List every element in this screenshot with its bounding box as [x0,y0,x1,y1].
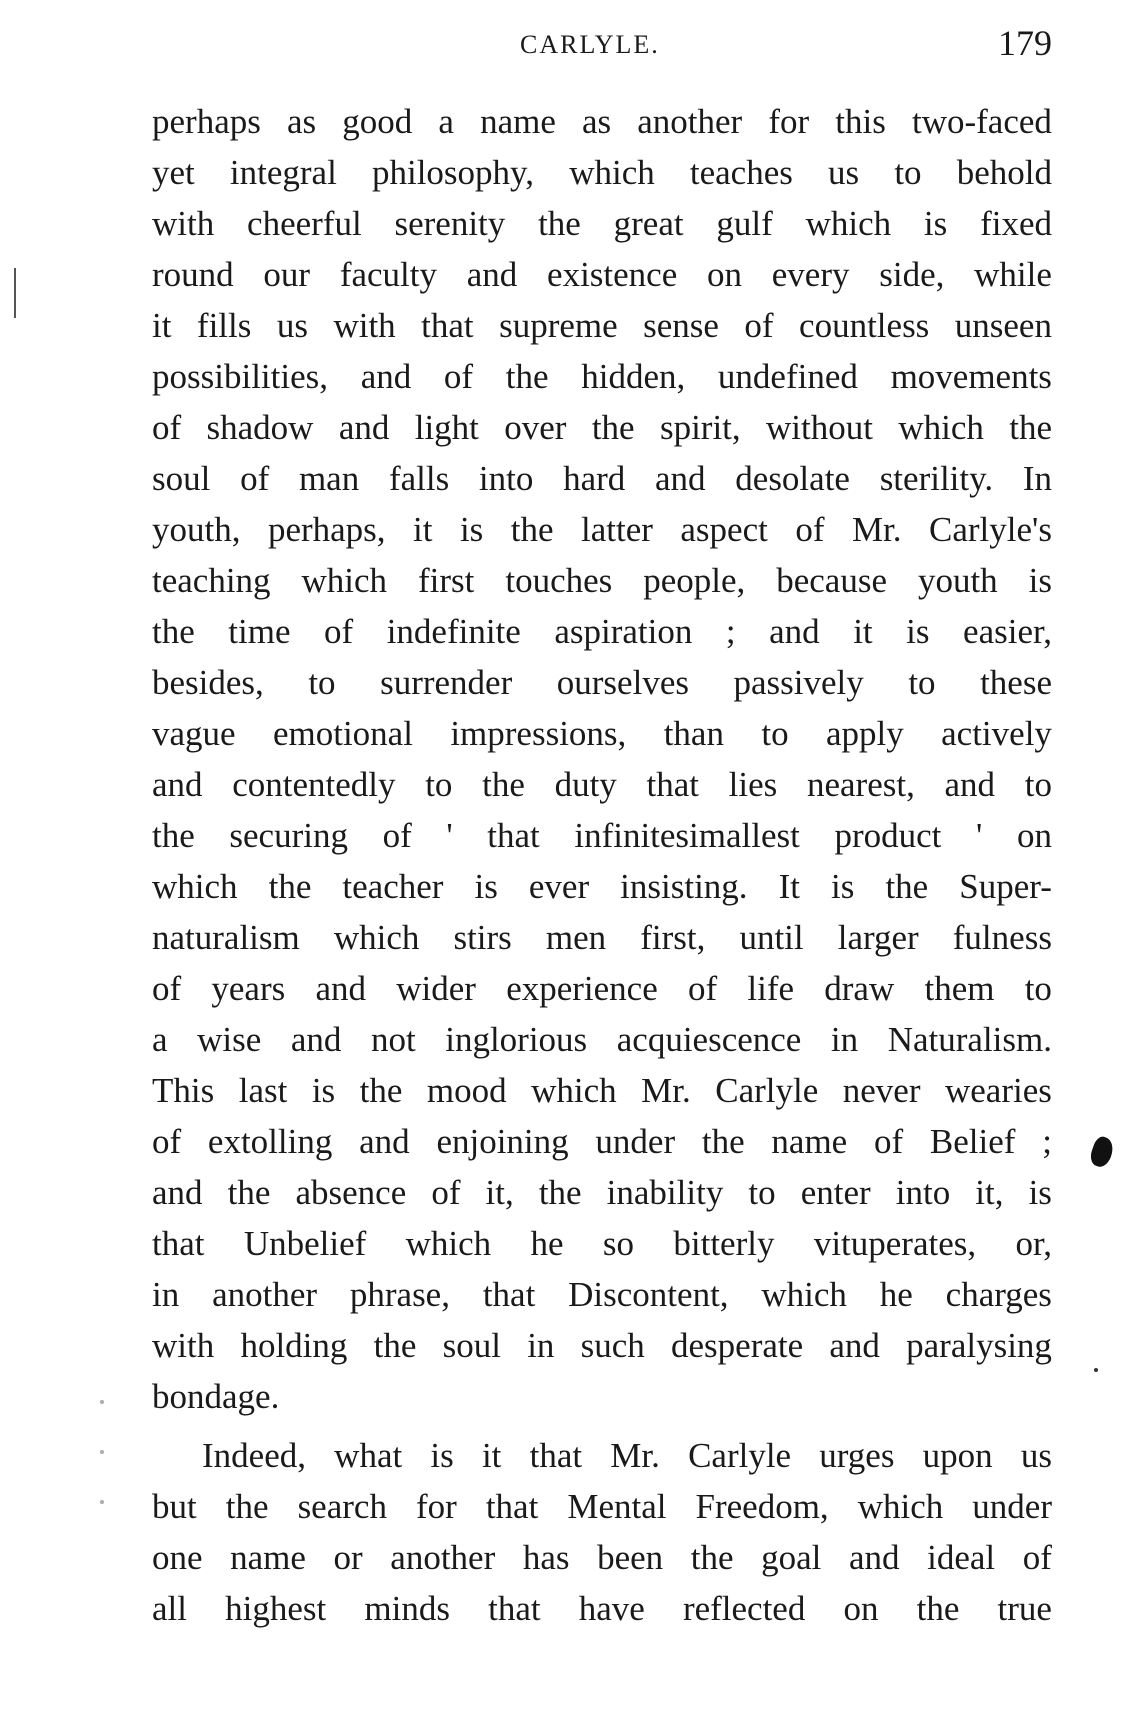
text-line: of years and wider experience of life draw them to [152,969,1052,1008]
text-line: besides, to surrender ourselves passively to these [152,663,1052,702]
text-line: round our faculty and existence on every side, while [152,255,1052,294]
text-line: and the absence of it, the inability to enter into it, is [152,1173,1052,1212]
text-line: one name or another has been the goal and ideal of [152,1538,1052,1577]
text-line: This last is the mood which Mr. Carlyle never wearies [152,1071,1052,1110]
text-line: of extolling and enjoining under the name of Belief ; [152,1122,1052,1161]
text-line: perhaps as good a name as another for this two-faced [152,102,1052,141]
text-line: the securing of ' that infinitesimallest product ' on [152,816,1052,855]
text-line: of shadow and light over the spirit, without which the [152,408,1052,447]
text-line: all highest minds that have reflected on the true [152,1589,1052,1628]
text-line: it fills us with that supreme sense of countless unseen [152,306,1052,345]
margin-mark [14,268,16,318]
text-line: the time of indefinite aspiration ; and it is easier, [152,612,1052,651]
text-line: with holding the soul in such desperate and paralysing [152,1326,1052,1365]
text-line: with cheerful serenity the great gulf which is fixed [152,204,1052,243]
paragraph [152,96,1052,1422]
ink-blot [1087,1134,1116,1169]
text-line: in another phrase, that Discontent, which he charges [152,1275,1052,1314]
body-text [152,96,1052,1634]
text-line: naturalism which stirs men first, until larger fulness [152,918,1052,957]
text-line: soul of man falls into hard and desolate sterility. In [152,459,1052,498]
text-line: which the teacher is ever insisting. It is the Super- [152,867,1052,906]
text-line: bondage. [152,1377,280,1416]
text-line: possibilities, and of the hidden, undefined movements [152,357,1052,396]
text-line: and contentedly to the duty that lies nearest, and to [152,765,1052,804]
text-line: that Unbelief which he so bitterly vituperates, or, [152,1224,1052,1263]
text-line: vague emotional impressions, than to apply actively [152,714,1052,753]
speck [1094,1368,1098,1372]
text-line: yet integral philosophy, which teaches us to behold [152,153,1052,192]
paragraph [152,1430,1052,1634]
speck [100,1450,104,1454]
running-head [0,22,1134,72]
running-title: CARLYLE. [520,30,660,59]
text-line: but the search for that Mental Freedom, which under [152,1487,1052,1526]
text-line: teaching which first touches people, because youth is [152,561,1052,600]
speck [100,1400,104,1404]
text-line: a wise and not inglorious acquiescence in Naturalism. [152,1020,1052,1059]
speck [100,1500,104,1504]
text-line: youth, perhaps, it is the latter aspect of Mr. Carlyle's [152,510,1052,549]
page-number: 179 [998,23,1052,63]
text-line: Indeed, what is it that Mr. Carlyle urges upon us [202,1436,1052,1475]
